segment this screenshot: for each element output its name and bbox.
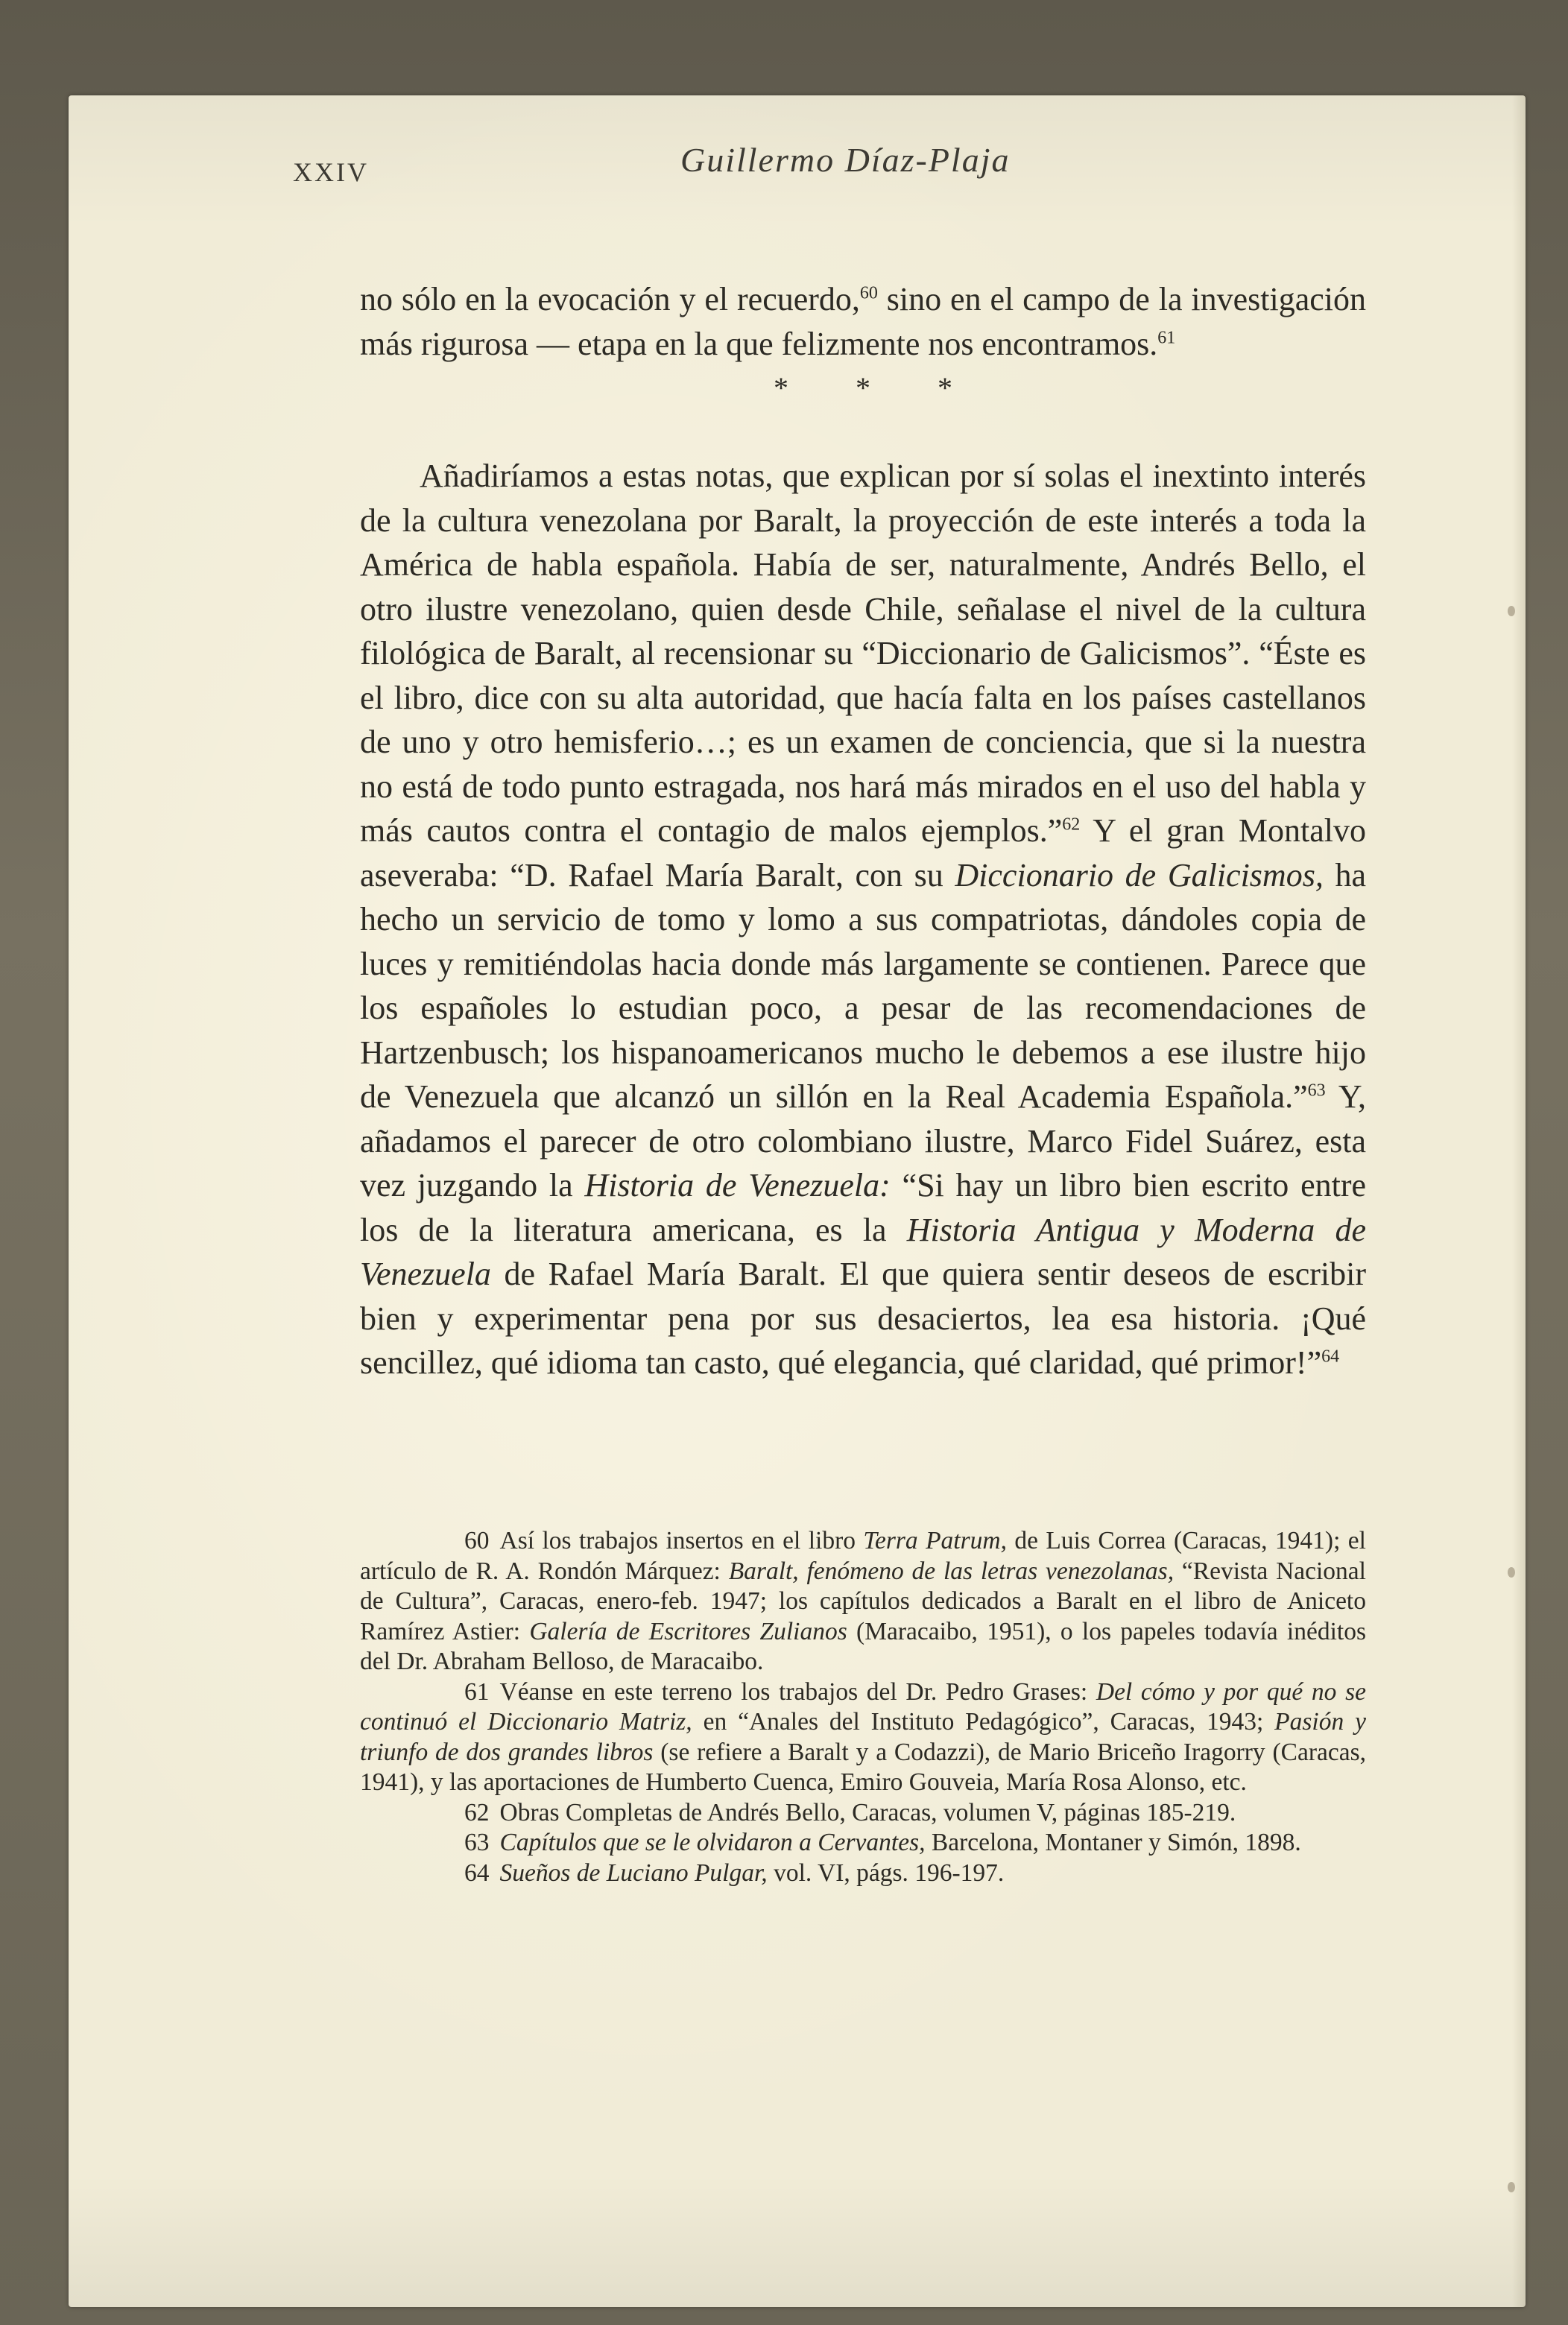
italic-title: Historia de Venezuela: — [584, 1167, 891, 1203]
footnote-number: 60 — [464, 1527, 490, 1554]
italic-title: Capítulos que se le olvidaron a Cervantes, — [499, 1829, 926, 1856]
italic-title: Del cómo y por qué no se continuó el Diccionario Matriz, — [360, 1677, 1366, 1736]
italic-title: Diccionario de Galicismos, — [955, 856, 1324, 893]
footnote-62 — [360, 1798, 1366, 1829]
text-run: “Si hay un libro bien escrito entre los de la literatura americana, es la — [360, 1167, 1367, 1248]
paragraph-1 — [360, 277, 1366, 366]
page-header — [293, 140, 1366, 200]
paragraph-2 — [360, 454, 1366, 1385]
text-run: vol. VI, págs. 196-197. — [767, 1859, 1005, 1887]
footnote-ref-60: 60 — [859, 283, 878, 303]
main-text — [360, 277, 1366, 1385]
text-run: de Luis Correa (Caracas, 1941); el artículo de R. A. Rondón Márquez: — [360, 1527, 1366, 1585]
text-run: ha hecho un servicio de tomo y lomo a sus compatriotas, dándoles copia de luces y remitiéndolas hacia donde más largamente se contienen. Parece que los españoles lo estudian poco, a pesar de las recomendaciones de Hartzenbusch; los hispanoamericanos mucho le debemos a ese ilustre hijo de Venezuela que alcanzó un sillón en la Real Academia Española.” — [360, 856, 1367, 1115]
italic-title: Terra Patrum, — [863, 1527, 1007, 1554]
footnote-61 — [360, 1677, 1366, 1798]
italic-title: Pasión y triunfo de dos grandes libros — [360, 1708, 1366, 1766]
page-number: XXIV — [293, 157, 369, 187]
text-run: (Maracaibo, 1951), o los papeles todavía inéditos del Dr. Abraham Belloso, de Maracaibo. — [360, 1617, 1366, 1675]
text-run: de Rafael María Baralt. El que quiera sentir deseos de escribir bien y experimentar pena por sus desaciertos, lea esa historia. ¡Qué sencillez, qué idioma tan casto, qué elegancia, qué claridad, qué primor!” — [360, 1256, 1366, 1381]
footnote-ref-62: 62 — [1062, 814, 1081, 835]
footnote-60 — [360, 1526, 1366, 1677]
text-run: Barcelona, Montaner y Simón, 1898. — [925, 1829, 1301, 1856]
italic-title: Historia Antigua y Moderna de Venezuela — [360, 1211, 1367, 1292]
text-run: sino en el campo de la investigación más rigurosa — etapa en la que felizmente nos encontramos. — [360, 281, 1366, 362]
footnote-number: 63 — [464, 1829, 490, 1856]
footnote-64 — [360, 1859, 1366, 1889]
footnote-63 — [360, 1828, 1366, 1859]
footnote-number: 64 — [464, 1859, 490, 1887]
binding-hole — [1508, 2182, 1515, 2192]
binding-hole — [1508, 1567, 1515, 1578]
text-run: no sólo en la evocación y el recuerdo, — [360, 281, 860, 317]
text-run: en “Anales del Instituto Pedagógico”, Caracas, 1943; — [692, 1708, 1275, 1736]
footnote-ref-63: 63 — [1307, 1081, 1326, 1101]
footnotes — [360, 1526, 1366, 1888]
text-run: Y, añadamos el parecer de otro colombiano ilustre, Marco Fidel Suárez, esta vez juzgando la — [360, 1078, 1366, 1203]
running-head: Guillermo Díaz-Plaja — [680, 141, 1011, 179]
page-edge-shading — [1512, 95, 1526, 2307]
section-break-asterism: * * * — [774, 371, 982, 405]
text-run: “Revista Nacional de Cultura”, Caracas, enero-feb. 1947; los capítulos dedicados a Baralt en el libro de Aniceto Ramírez Astier: — [360, 1557, 1366, 1645]
text-run: Así los trabajos insertos en el libro — [499, 1527, 864, 1554]
binding-hole — [1508, 606, 1515, 616]
text-run: Véanse en este terreno los trabajos del Dr. Pedro Grases: — [499, 1677, 1096, 1706]
italic-title: Sueños de Luciano Pulgar, — [499, 1859, 768, 1887]
italic-title: Baralt, fenómeno de las letras venezolanas, — [728, 1557, 1175, 1585]
text-run: (se refiere a Baralt y a Codazzi), de Mario Briceño Iragorry (Caracas, 1941), y las aportaciones de Humberto Cuenca, Emiro Gouveia, María Rosa Alonso, etc. — [360, 1738, 1366, 1796]
text-run: Y el gran Montalvo aseveraba: “D. Rafael María Baralt, con su — [360, 812, 1367, 893]
footnote-number: 62 — [464, 1798, 490, 1826]
footnote-number: 61 — [464, 1677, 490, 1706]
text-run: Añadiríamos a estas notas, que explican por sí solas el inextinto interés de la cultura venezolana por Baralt, la proyección de este interés a toda la América de habla española. Había de ser, naturalmente, Andrés Bello, el otro ilustre venezolano, quien desde Chile, señalase el nivel de la cultura filológica de Baralt, al recensionar su “Diccionario de Galicismos”. “Éste es el libro, dice con su alta autoridad, que hacía falta en los países castellanos de uno y otro hemisferio…; es un examen de conciencia, que si la nuestra no está de todo punto estragada, nos hará más mirados en el uso del habla y más cautos contra el contagio de malos ejemplos.” — [360, 458, 1366, 849]
text-run: Obras Completas de Andrés Bello, Caracas, volumen V, páginas 185-219. — [499, 1798, 1236, 1826]
footnote-ref-61: 61 — [1157, 327, 1176, 347]
italic-title: Galería de Escritores Zulianos — [529, 1617, 847, 1645]
footnote-ref-64: 64 — [1321, 1347, 1340, 1367]
